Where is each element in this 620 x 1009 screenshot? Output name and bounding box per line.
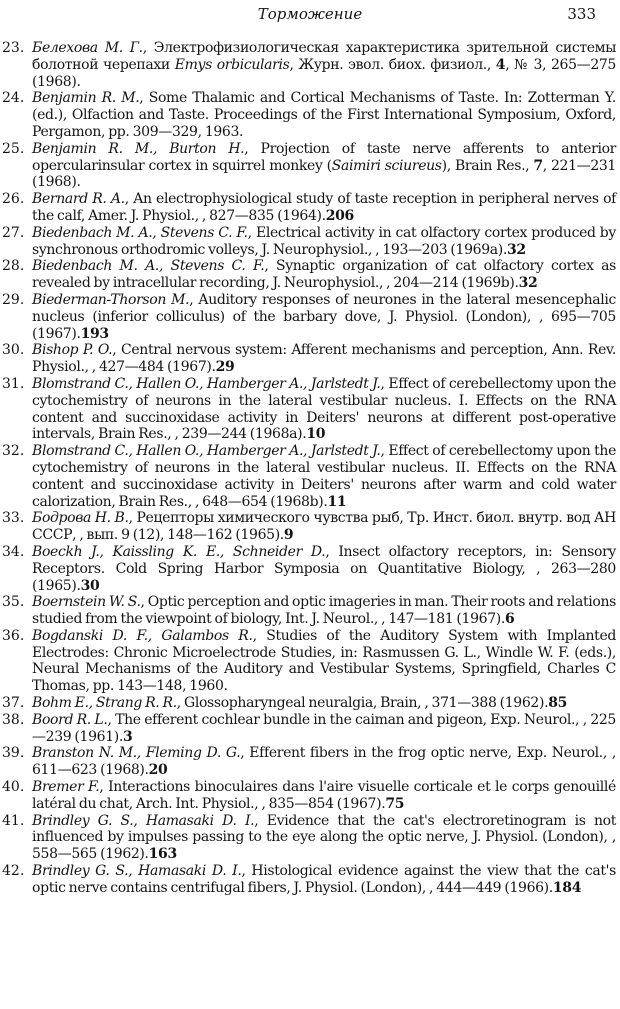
reference-segment: , Studies of the Auditory System with Implanted Electrodes: Chronic Microelectrode Studies, in: Rasmussen G. L., Windle W. F. (eds.), Neural Mechanisms of the Auditory and Vestibular Systems, Springfield, Charles C Thomas, pp. 143—148, 1960. bbox=[32, 627, 616, 695]
reference-item bbox=[2, 292, 616, 342]
reference-volume: 32 bbox=[506, 241, 526, 258]
reference-segment: , 648—654 (1968b). bbox=[194, 493, 328, 510]
reference-authors: Blomstrand C., Hallen O., Hamberger A., Jarlstedt J. bbox=[32, 443, 381, 460]
reference-item bbox=[2, 258, 616, 292]
reference-segment: , Evidence that the cat's electroretinogram is not influenced by impulses passing to the eye along the optic nerve, J. Physiol. (London), bbox=[32, 812, 616, 846]
reference-text bbox=[32, 292, 616, 342]
reference-item bbox=[2, 779, 616, 813]
reference-text bbox=[32, 443, 616, 510]
reference-volume: 32 bbox=[518, 275, 538, 292]
reference-text bbox=[32, 712, 616, 746]
reference-item bbox=[2, 594, 616, 628]
reference-item bbox=[2, 863, 616, 897]
reference-item bbox=[2, 813, 616, 863]
reference-authors: Biederman-Thorson M. bbox=[32, 291, 190, 308]
reference-text bbox=[32, 813, 616, 863]
reference-text bbox=[32, 510, 616, 544]
reference-segment: , 695—705 (1967). bbox=[32, 308, 616, 342]
reference-segment: , Some Thalamic and Cortical Mechanisms of Taste. In: Zotterman Y. (ed.), Olfaction and Taste. Proceedings of the First International Symposium, Oxford, Pergamon, pp. 309—329, 1963. bbox=[32, 90, 616, 140]
reference-volume: 85 bbox=[548, 695, 567, 712]
reference-number: 29. bbox=[2, 291, 25, 308]
reference-volume: 7 bbox=[533, 157, 543, 174]
reference-segment: , Synaptic organization of cat olfactory cortex as revealed by intracellular recording, J. Neurophysiol., bbox=[32, 258, 616, 292]
reference-authors: Bohm E., Strang R. R. bbox=[32, 695, 177, 712]
reference-number: 41. bbox=[2, 812, 25, 829]
reference-volume: 30 bbox=[80, 577, 100, 594]
reference-segment: , The efferent cochlear bundle in the caiman and pigeon, Exp. Neurol., bbox=[107, 711, 583, 728]
reference-volume: 193 bbox=[80, 325, 109, 342]
reference-number: 42. bbox=[2, 863, 25, 880]
reference-text bbox=[32, 376, 616, 443]
reference-number: 26. bbox=[2, 191, 25, 208]
reference-number: 34. bbox=[2, 543, 25, 560]
reference-item bbox=[2, 225, 616, 259]
reference-number: 31. bbox=[2, 375, 25, 392]
reference-item bbox=[2, 745, 616, 779]
reference-segment: , Электрофизиологическая характеристика зрительной системы болотной черепахи bbox=[32, 40, 616, 73]
reference-text bbox=[32, 544, 616, 594]
reference-segment: , 193—203 (1969a). bbox=[375, 241, 507, 258]
reference-segment: , 558—565 (1962). bbox=[32, 829, 616, 863]
reference-authors: Bishop P. O. bbox=[32, 342, 113, 359]
reference-number: 39. bbox=[2, 745, 25, 762]
reference-authors: Bremer F. bbox=[32, 779, 100, 796]
running-title: Торможение bbox=[257, 5, 363, 23]
reference-segment: , 827—835 (1964). bbox=[201, 207, 326, 224]
reference-number: 30. bbox=[2, 342, 25, 359]
reference-text bbox=[32, 90, 616, 140]
reference-number: 23. bbox=[2, 40, 25, 56]
reference-segment: , 225—239 (1961). bbox=[32, 711, 616, 745]
reference-text bbox=[32, 191, 616, 225]
reference-segment: , Optic perception and optic imageries in man. Their roots and relations studied from the viewpoint of biology, Int. J. Neurol., bbox=[32, 594, 616, 628]
reference-species: Emys orbicularis bbox=[174, 56, 290, 73]
reference-number: 36. bbox=[2, 627, 25, 644]
reference-volume: 20 bbox=[148, 762, 168, 779]
reference-text bbox=[32, 594, 616, 628]
reference-volume: 11 bbox=[327, 493, 347, 510]
reference-segment: , 221—231 (1968). bbox=[32, 157, 616, 191]
reference-item bbox=[2, 342, 616, 376]
reference-segment: , 371—388 (1962). bbox=[424, 695, 549, 712]
reference-authors: Бодрова Н. В. bbox=[32, 510, 129, 527]
reference-item bbox=[2, 628, 616, 695]
reference-segment: , Histological evidence against the view that the cat's optic nerve contains centrifugal fibers, J. Physiol. (London), bbox=[32, 863, 616, 896]
reference-authors: Bogdanski D. F., Galambos R. bbox=[32, 627, 253, 644]
reference-segment: , 835—854 (1967). bbox=[261, 795, 386, 812]
reference-authors: Bernard R. A. bbox=[32, 191, 125, 208]
reference-item bbox=[2, 376, 616, 443]
reference-volume: 29 bbox=[215, 359, 235, 376]
reference-list bbox=[2, 40, 616, 897]
reference-authors: Blomstrand C., Hallen O., Hamberger A., Jarlstedt J. bbox=[32, 375, 381, 392]
reference-segment: ), Brain Res., bbox=[441, 157, 534, 174]
reference-segment: , Projection of taste nerve afferents to anterior opercularinsular cortex in squirrel monkey ( bbox=[32, 140, 617, 174]
reference-segment: , № 3, 265—275 (1968). bbox=[32, 56, 616, 90]
reference-authors: Benjamin R. M., Burton H. bbox=[32, 140, 245, 157]
reference-text bbox=[32, 863, 616, 897]
reference-volume: 163 bbox=[148, 846, 177, 863]
reference-segment: , Effect of cerebellectomy upon the cytochemistry of neurons in the lateral vestibular nucleus. II. Effects on the RNA content and succinoxidase activity in Deiters' neurons after warm and cold water calorization, Brain Res., bbox=[32, 443, 617, 510]
reference-number: 40. bbox=[2, 779, 25, 796]
reference-segment: , 263—280 (1965). bbox=[32, 560, 616, 594]
reference-number: 25. bbox=[2, 140, 25, 157]
reference-authors: Benjamin R. M. bbox=[32, 90, 140, 107]
reference-segment: , 239—244 (1968a). bbox=[174, 426, 307, 443]
reference-item bbox=[2, 90, 616, 140]
reference-item bbox=[2, 695, 616, 712]
reference-segment: , Efferent fibers in the frog optic nerve, Exp. Neurol., bbox=[240, 745, 612, 762]
reference-number: 35. bbox=[2, 594, 25, 611]
reference-volume: 3 bbox=[122, 728, 133, 745]
reference-volume: 75 bbox=[385, 795, 405, 812]
reference-volume: 206 bbox=[325, 207, 354, 224]
reference-segment: , 204—214 (1969b). bbox=[386, 275, 519, 292]
reference-number: 38. bbox=[2, 711, 25, 728]
reference-number: 33. bbox=[2, 510, 25, 527]
reference-volume: 6 bbox=[505, 611, 515, 628]
reference-authors: Белехова М. Г. bbox=[32, 40, 143, 56]
reference-species: Saimiri sciureus bbox=[331, 157, 442, 174]
reference-segment: , 444—449 (1966). bbox=[429, 879, 553, 896]
reference-segment: , Glossopharyngeal neuralgia, Brain, bbox=[176, 695, 425, 712]
running-head bbox=[0, 4, 620, 24]
reference-segment: , An electrophysiological study of taste reception in peripheral nerves of the calf, Amer. J. Physiol., bbox=[32, 191, 616, 224]
reference-item bbox=[2, 191, 616, 225]
reference-number: 37. bbox=[2, 695, 25, 712]
reference-authors: Branston N. M., Fleming D. G. bbox=[32, 745, 241, 762]
reference-number: 27. bbox=[2, 224, 25, 241]
reference-number: 32. bbox=[2, 443, 25, 460]
reference-authors: Biedenbach M. A., Stevens C. F. bbox=[32, 258, 265, 275]
reference-segment: , Effect of cerebellectomy upon the cytochemistry of neurons in the lateral vestibular nucleus. I. Effects on the RNA content and succinoxidase activity in Deiters' neurons at different post-operative intervals, Brain Res., bbox=[32, 375, 617, 443]
reference-authors: Brindley G. S., Hamasaki D. I. bbox=[32, 863, 242, 880]
reference-volume: 184 bbox=[552, 879, 582, 896]
reference-authors: Biedenbach M. A., Stevens C. F. bbox=[32, 224, 248, 241]
reference-number: 28. bbox=[2, 258, 25, 275]
reference-segment: , Interactions binoculaires dans l'aire visuelle corticale et le corps genouillé latéral du chat, Arch. Int. Physiol., bbox=[32, 779, 616, 812]
reference-text bbox=[32, 225, 616, 259]
reference-item bbox=[2, 141, 616, 191]
reference-segment: , Рецепторы химического чувства рыб, Тр. Инст. биол. внутр. вод АН СССР, bbox=[32, 510, 616, 544]
reference-segment: , 147—181 (1967). bbox=[381, 611, 505, 628]
reference-text bbox=[32, 141, 616, 191]
reference-segment: , 427—484 (1967). bbox=[91, 359, 216, 376]
reference-text bbox=[32, 40, 616, 90]
reference-segment: , Журн. эвол. биох. физиол., bbox=[289, 56, 496, 73]
reference-authors: Boord R. L. bbox=[32, 711, 108, 728]
reference-authors: Boeckh J., Kaissling K. E., Schneider D. bbox=[32, 543, 326, 560]
reference-item bbox=[2, 544, 616, 594]
reference-item bbox=[2, 40, 616, 90]
reference-volume: 9 bbox=[283, 527, 294, 544]
reference-text bbox=[32, 779, 616, 813]
reference-volume: 10 bbox=[306, 426, 326, 443]
reference-text bbox=[32, 258, 616, 292]
reference-item bbox=[2, 510, 616, 544]
reference-authors: Boernstein W. S. bbox=[32, 594, 141, 611]
reference-segment: , Electrical activity in cat olfactory cortex produced by synchronous orthodromic volleys, J. Neurophysiol., bbox=[32, 224, 616, 258]
reference-item bbox=[2, 712, 616, 746]
reference-item bbox=[2, 443, 616, 510]
reference-segment: , 611—623 (1968). bbox=[32, 745, 616, 779]
reference-text bbox=[32, 745, 616, 779]
reference-segment: , вып. 9 (12), 148—162 (1965). bbox=[79, 527, 284, 544]
reference-authors: Brindley G. S., Hamasaki D. I. bbox=[32, 812, 255, 829]
reference-text bbox=[32, 342, 616, 376]
reference-segment: , Insect olfactory receptors, in: Sensory Receptors. Cold Spring Harbor Symposia on Quantitative Biology, bbox=[32, 543, 616, 577]
reference-text bbox=[32, 695, 616, 712]
reference-text bbox=[32, 628, 616, 695]
reference-volume: 4 bbox=[495, 56, 506, 73]
reference-segment: , Auditory responses of neurones in the lateral mesencephalic nucleus (inferior colliculus) of the barbary dove, J. Physiol. (London), bbox=[32, 291, 616, 325]
page-number: 333 bbox=[567, 5, 596, 23]
reference-number: 24. bbox=[2, 90, 25, 107]
reference-segment: , Central nervous system: Afferent mechanisms and perception, Ann. Rev. Physiol., bbox=[32, 342, 616, 376]
